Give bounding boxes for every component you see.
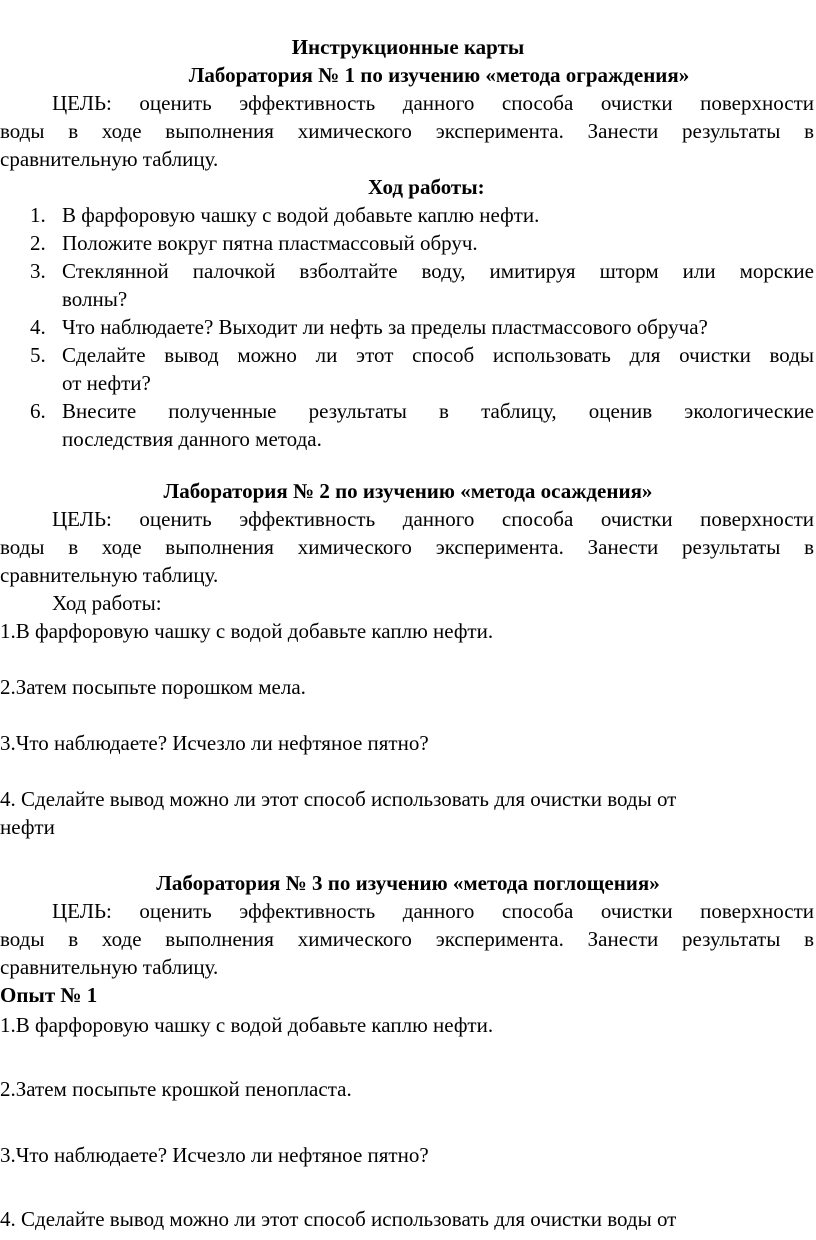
lab2-title: Лаборатория № 2 по изучению «метода осаждения» [163,479,653,503]
lab3-experiment-heading: Опыт № 1 [0,983,98,1007]
lab3-goal-line-2: воды в ходе выполнения химического эксперимента. Занести результаты в [0,927,814,951]
lab1-step-text: Сделайте вывод можно ли этот способ использовать для очистки воды [62,343,814,367]
lab3-step-4: 4. Сделайте вывод можно ли этот способ использовать для очистки воды от [0,1207,677,1231]
lab1-step-text: Внесите полученные результаты в таблицу, оценив экологические [62,399,814,423]
lab1-step-text: Стеклянной палочкой взболтайте воду, имитируя шторм или морские [62,259,814,283]
lab2-step-4: 4. Сделайте вывод можно ли этот способ использовать для очистки воды от [0,787,677,811]
lab1-step-number: 2. [30,231,46,255]
lab2-goal-line-1: ЦЕЛЬ: оценить эффективность данного способа очистки поверхности [52,507,814,531]
lab1-goal-line-2: воды в ходе выполнения химического эксперимента. Занести результаты в [0,119,814,143]
lab1-step-text: Что наблюдаете? Выходит ли нефть за пределы пластмассового обруча? [62,315,708,339]
lab1-step-number: 3. [30,259,46,283]
lab2-goal-line-2: воды в ходе выполнения химического эксперимента. Занести результаты в [0,535,814,559]
lab2-step-2: 2.Затем посыпьте порошком мела. [0,675,306,699]
lab1-step-text-continued: последствия данного метода. [62,427,322,451]
lab2-goal-line-3: сравнительную таблицу. [0,563,219,587]
lab2-step-1: 1.В фарфоровую чашку с водой добавьте каплю нефти. [0,619,494,643]
lab3-goal-line-1: ЦЕЛЬ: оценить эффективность данного способа очистки поверхности [52,899,814,923]
lab1-step-number: 5. [30,343,46,367]
lab1-step-number: 6. [30,399,46,423]
document-title: Инструкционные карты [291,35,525,59]
lab2-procedure-heading: Ход работы: [52,591,162,615]
lab3-step-2: 2.Затем посыпьте крошкой пенопласта. [0,1077,352,1101]
lab1-step-text-continued: волны? [62,287,128,311]
lab1-step-text: В фарфоровую чашку с водой добавьте каплю нефти. [62,203,540,227]
lab1-step-number: 4. [30,315,46,339]
lab3-step-1: 1.В фарфоровую чашку с водой добавьте каплю нефти. [0,1013,494,1037]
lab3-goal-line-3: сравнительную таблицу. [0,955,219,979]
lab1-goal-line-3: сравнительную таблицу. [0,147,219,171]
lab1-step-text-continued: от нефти? [62,371,151,395]
lab1-goal-line-1: ЦЕЛЬ: оценить эффективность данного способа очистки поверхности [52,91,814,115]
lab3-title: Лаборатория № 3 по изучению «метода поглощения» [156,871,660,895]
lab2-step-3: 3.Что наблюдаете? Исчезло ли нефтяное пятно? [0,731,429,755]
lab1-procedure-heading: Ход работы: [368,175,485,199]
lab2-step-4-continued: нефти [0,815,55,839]
lab3-step-3: 3.Что наблюдаете? Исчезло ли нефтяное пятно? [0,1143,429,1167]
lab1-step-number: 1. [30,203,46,227]
lab1-step-text: Положите вокруг пятна пластмассовый обруч. [62,231,478,255]
lab1-title: Лаборатория № 1 по изучению «метода ограждения» [188,63,690,87]
